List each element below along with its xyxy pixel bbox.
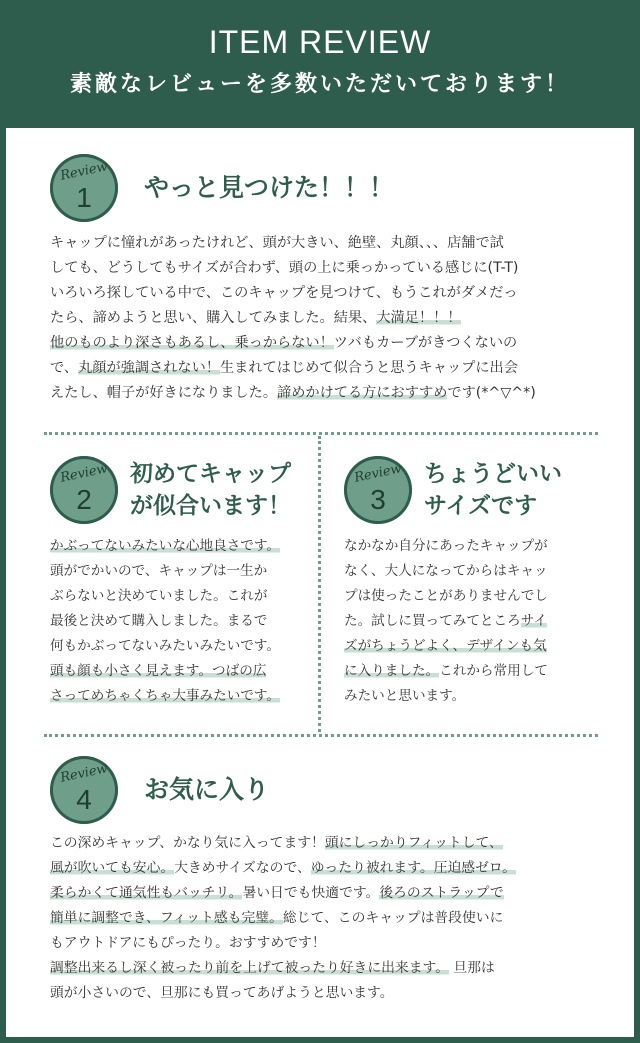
page-header (0, 0, 640, 128)
review-title-line: サイズです (424, 493, 538, 519)
review-badge-script: Review (353, 461, 403, 486)
highlighted-text: 諦めかけてる方におすすめ (277, 385, 448, 401)
review-text: たら、諦めようと思い、購入してみました。結果、 (50, 310, 377, 326)
review-text-line (50, 609, 280, 634)
review-badge-1 (50, 154, 118, 222)
highlighted-text: ゆったり被れます。 (310, 860, 434, 876)
review-text: この深めキャップ、かなり気に入ってます！ (50, 835, 325, 851)
review-title-4 (144, 774, 269, 806)
page-title: ITEM REVIEW (208, 24, 432, 60)
review-body-1 (50, 231, 536, 406)
review-text-line (50, 659, 280, 684)
review-text: もアウトドアにもぴったり。おすすめです！ (50, 935, 326, 951)
review-text: ツバもカーブがきつくないの (333, 335, 518, 351)
review-badge-number: 1 (76, 182, 92, 213)
review-title-line: が似合います！ (130, 493, 291, 519)
review-badge-3 (344, 456, 412, 524)
review-text-line (50, 684, 280, 709)
review-title-line: 初めてキャップ (130, 461, 291, 487)
review-title-2 (130, 458, 291, 522)
review-text: 生まれてはじめて似合うと思うキャップに出会 (219, 360, 518, 376)
review-badge-number: 3 (370, 484, 386, 515)
review-text-line (50, 231, 536, 256)
review-text: プは使ったことがありませんでし (344, 588, 548, 604)
review-text: なく、大人になってからはキャッ (344, 563, 548, 579)
page-subtitle: 素敵なレビューを多数いただいております！ (69, 72, 570, 97)
review-text-line (50, 931, 516, 956)
review-text: で、 (50, 360, 79, 376)
review-badge-script: Review (59, 461, 109, 486)
review-badge-number: 4 (76, 784, 92, 815)
review-text-line (344, 534, 548, 559)
review-badge-script: Review (59, 761, 109, 786)
review-text-line (50, 306, 536, 331)
review-text-line (344, 659, 548, 684)
review-text: なかなか自分にあったキャップが (344, 538, 548, 554)
review-text-line (50, 534, 280, 559)
review-title-line: お気に入り (144, 775, 270, 804)
review-text-line (50, 831, 516, 856)
highlighted-text: 頭にしっかりフィットして、 (324, 835, 503, 851)
review-text-line (344, 684, 548, 709)
highlighted-text: ズがちょうどよく、デザインも気 (344, 638, 547, 654)
review-text: みたいと思います。 (344, 688, 466, 704)
review-text-line (50, 256, 536, 281)
review-text: 頭がでかいので、キャップは一生か (50, 563, 268, 579)
divider-horizontal-top (44, 432, 598, 435)
review-text-line (50, 559, 280, 584)
highlighted-text: 大満足！！！ (376, 310, 462, 326)
review-text: しても、どうしてもサイズが合わず、頭の上に乗っかっている感じに(T-T) (50, 260, 519, 276)
review-text-line (50, 584, 280, 609)
highlighted-text: 他のものより深さもあるし、乗っからない！ (50, 335, 334, 351)
review-badge-4 (50, 756, 118, 824)
review-title-line: ちょうどいい (424, 461, 562, 487)
review-text-line (50, 981, 516, 1006)
highlighted-text: 圧迫感ゼロ。 (433, 860, 516, 876)
review-text: です(*^▽^*) (447, 385, 536, 401)
divider-vertical (318, 436, 321, 732)
highlighted-text: 調整出来るし深く被ったり前を上げて被ったり好きに出来ます。 (50, 960, 450, 976)
review-text-line (50, 356, 536, 381)
review-text-line (50, 281, 536, 306)
review-text-line (50, 906, 516, 931)
review-text: ぶらないと決めていました。これが (50, 588, 268, 604)
highlighted-text: 簡単に調整でき、フィット感も完璧。 (50, 910, 283, 926)
highlighted-text: 丸顔が強調されない！ (78, 360, 220, 376)
highlighted-text: さってめちゃくちゃ大事みたいです。 (50, 688, 281, 704)
review-text-line (344, 634, 548, 659)
divider-horizontal-bottom (44, 734, 598, 737)
review-card (6, 128, 634, 1037)
review-text: 総じて、このキャップは普段使いに (282, 910, 504, 926)
highlighted-text: かぶってないみたいな心地良さです。 (50, 538, 281, 554)
review-title-1 (144, 172, 394, 204)
review-text: これから常用して (439, 663, 548, 679)
highlighted-text: 風が吹いても安心。 (50, 860, 175, 876)
review-text-line (50, 381, 536, 406)
highlighted-text: 柔らかくて通気性もバッチリ。 (50, 885, 243, 901)
review-text: えたし、帽子が好きになりました。 (50, 385, 278, 401)
review-badge-number: 2 (76, 484, 92, 515)
review-text-line (344, 609, 548, 634)
review-text: 大きめサイズなので、 (174, 860, 311, 876)
review-title-line: やっと見つけた！！！ (144, 173, 395, 202)
highlighted-text: に入りました。 (344, 663, 440, 679)
review-text-line (50, 331, 536, 356)
review-text-line (344, 584, 548, 609)
review-body-3 (344, 534, 548, 709)
review-text: た。試しに買ってみてところ (344, 613, 521, 629)
review-text-line (50, 956, 516, 981)
review-text: 暑い日でも快適です。 (242, 885, 380, 901)
review-text: 何もかぶってないみたいみたいです。 (50, 638, 281, 654)
highlighted-text: 頭も顔も小さく見えます。つばの広 (50, 663, 267, 679)
review-body-2 (50, 534, 280, 709)
review-badge-script: Review (59, 159, 109, 184)
review-text: いろいろ探している中で、このキャップを見つけて、もうこれがダメだっ (50, 285, 518, 301)
review-text: 旦那は (449, 960, 495, 976)
review-text-line (344, 559, 548, 584)
review-badge-2 (50, 456, 118, 524)
review-text: 最後と決めて購入しました。まるで (50, 613, 268, 629)
highlighted-text: 後ろのストラップで (379, 885, 504, 901)
highlighted-text: サイ (520, 613, 547, 629)
review-text: キャップに憧れがあったけれど、頭が大きい、絶壁、丸顔、、、店舗で試 (50, 235, 504, 251)
review-text: 頭が小さいので、旦那にも買ってあげようと思います。 (50, 985, 394, 1001)
review-text-line (50, 881, 516, 906)
review-text-line (50, 634, 280, 659)
review-text-line (50, 856, 516, 881)
review-body-4 (50, 831, 516, 1006)
review-title-3 (424, 458, 562, 522)
